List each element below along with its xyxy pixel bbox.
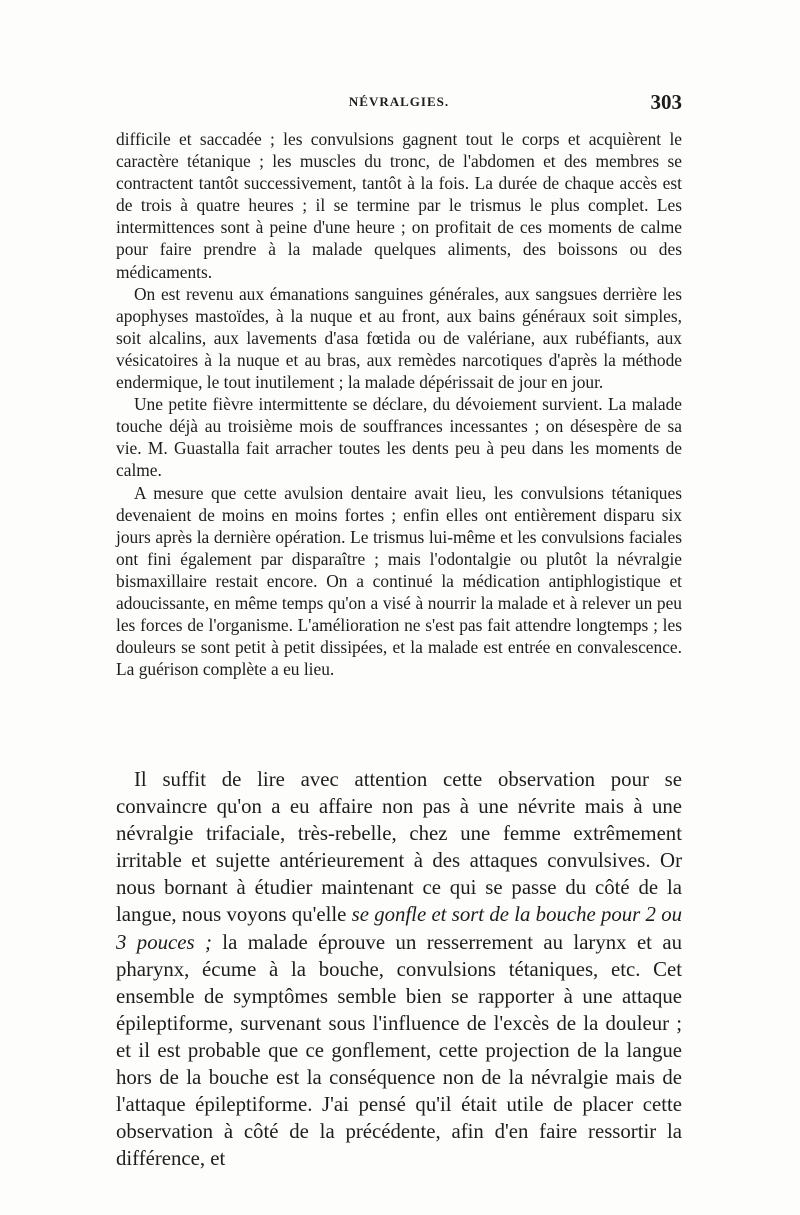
page-number: 303 — [650, 90, 682, 114]
commentary-text-end: la malade éprouve un resserrement au larynx et au pharynx, écume à la bouche, convulsions tétaniques, etc. Cet ensemble de symptômes semble bien se rapporter à une attaque épileptiforme, survenant sous l'influence de l'excès de la douleur ; et il est probable que ce gonflement, cette projection de la langue hors de la bouche est la conséquence non de la névralgie mais de l'attaque épileptiforme. J'ai pensé qu'il était utile de placer cette observation à côté de la précédente, afin d'en faire ressortir la différence, et — [116, 930, 682, 1171]
observation-paragraph: A mesure que cette avulsion dentaire avait lieu, les convulsions tétaniques devenaient de moins en moins fortes ; enfin elles ont entièrement disparu six jours après la dernière opération. Le trismus lui-même et les convulsions faciales ont fini également par disparaître ; mais l'odontalgie ou plutôt la névralgie bismaxillaire restait encore. On a continué la médication antiphlogistique et adoucissante, en même temps qu'on a visé à nourrir la malade et à relever un peu les forces de l'organisme. L'amélioration ne s'est pas fait attendre longtemps ; les douleurs se sont petit à petit dissipées, et la malade est entrée en convalescence. La guérison complète a eu lieu. — [116, 482, 682, 680]
page-header — [116, 90, 682, 120]
observation-paragraph: Une petite fièvre intermittente se déclare, du dévoiement survient. La malade touche déjà au troisième mois de souffrances incessantes ; on désespère de sa vie. M. Guastalla fait arracher toutes les dents peu à peu dans les moments de calme. — [116, 394, 682, 481]
commentary-text — [116, 766, 682, 1172]
running-title: NÉVRALGIES. — [348, 94, 450, 109]
commentary-quotation: se gonfle et sort de la bouche pour 2 ou 3 pouces ; — [116, 903, 682, 954]
commentary-text-start: Il suffit de lire avec attention cette observation pour se convaincre qu'on a eu affaire non pas à une névrite mais à une névralgie trifaciale, très-rebelle, chez une femme extrêmement irritable et sujette antérieurement à des attaques convulsives. Or nous bornant à étudier maintenant ce qui se passe du côté de la langue, nous voyons qu'elle — [116, 768, 682, 927]
observation-text — [116, 128, 682, 680]
observation-paragraph: On est revenu aux émanations sanguines générales, aux sangsues derrière les apophyses mastoïdes, à la nuque et au front, aux bains généraux soit simples, soit alcalins, aux lavements d'asa fœtida ou de valériane, aux rubéfiants, aux vésicatoires à la nuque et au bras, aux remèdes narcotiques d'après la méthode endermique, le tout inutilement ; la malade dépérissait de jour en jour. — [116, 283, 682, 393]
observation-paragraph-continued: difficile et saccadée ; les convulsions gagnent tout le corps et acquièrent le caractère tétanique ; les muscles du tronc, de l'abdomen et des membres se contractent tantôt successivement, tantôt à la fois. La durée de chaque accès est de trois à quatre heures ; il se termine par le trismus le plus complet. Les intermittences sont à peine d'une heure ; on profitait de ces moments de calme pour faire prendre à la malade quelques aliments, des boissons ou des médicaments. — [116, 129, 682, 282]
commentary-paragraph — [116, 766, 682, 1172]
